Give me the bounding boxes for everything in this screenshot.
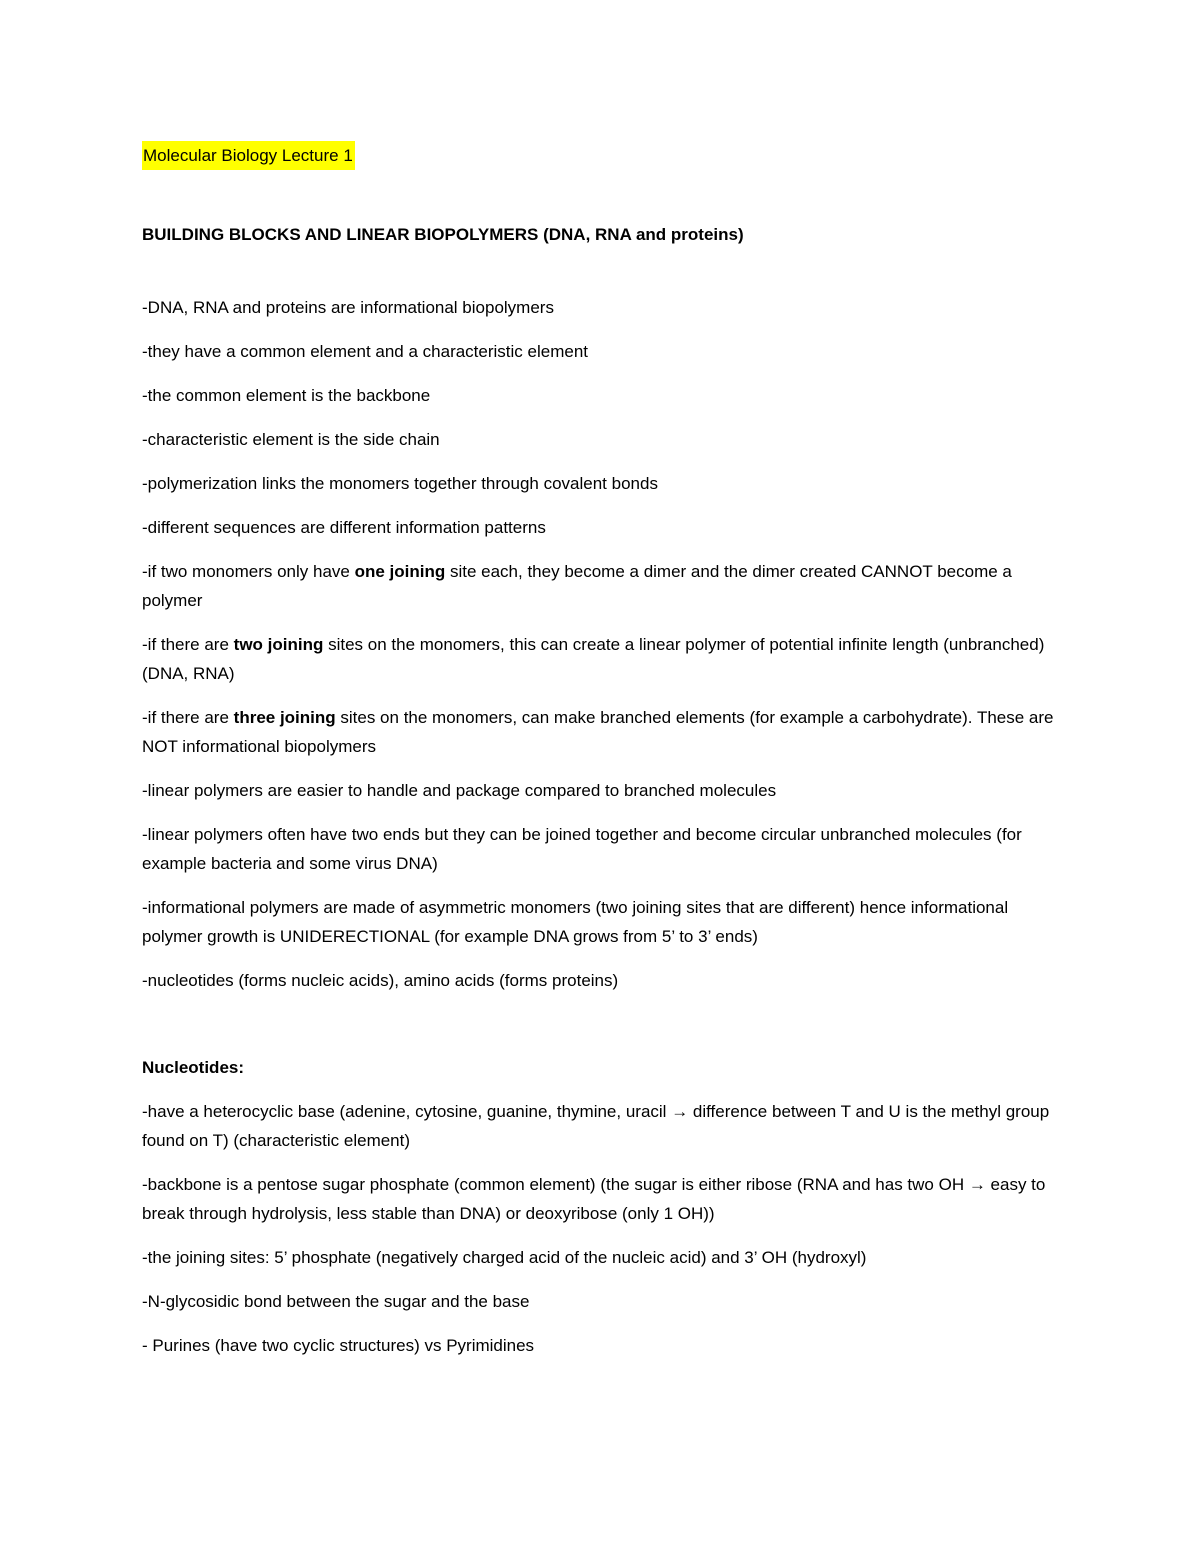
point-item [142, 703, 1072, 761]
point-item: -DNA, RNA and proteins are informational biopolymers [142, 298, 554, 317]
right-arrow-icon: → [671, 1102, 689, 1121]
points-list [142, 293, 1072, 995]
point-item: -the common element is the backbone [142, 386, 431, 405]
point-item: -different sequences are different information patterns [142, 518, 546, 537]
point-item: -nucleotides (forms nucleic acids), amino acids (forms proteins) [142, 971, 619, 990]
nucleotide-item [142, 1097, 1072, 1155]
point-text: difference between T and U is the methyl group found on T) (characteristic element) [142, 1102, 1050, 1150]
nucleotide-item: -N-glycosidic bond between the sugar and the base [142, 1292, 530, 1311]
point-emphasis: two joining [233, 635, 324, 654]
point-item: -they have a common element and a characteristic element [142, 342, 589, 361]
point-item: -informational polymers are made of asymmetric monomers (two joining sites that are different) hence informational polymer growth is UNIDERECTIONAL (for example DNA grows from 5’ to 3’ ends) [142, 898, 1009, 946]
point-text: easy to break through hydrolysis, less stable than DNA) or deoxyribose (only 1 OH)) [142, 1175, 1046, 1223]
point-text: sites on the monomers, can make branched elements (for example a carbohydrate). These are NOT informational biopolymers [142, 708, 1054, 756]
point-text: -if there are [142, 708, 234, 727]
point-item [142, 557, 1072, 615]
point-item: -linear polymers are easier to handle and package compared to branched molecules [142, 781, 777, 800]
nucleotides-list [142, 1097, 1072, 1360]
nucleotide-item: - Purines (have two cyclic structures) vs Pyrimidines [142, 1336, 535, 1355]
point-text: -have a heterocyclic base (adenine, cytosine, guanine, thymine, uracil [142, 1102, 672, 1121]
point-emphasis: three joining [233, 708, 336, 727]
point-item: -characteristic element is the side chain [142, 430, 440, 449]
right-arrow-icon: → [968, 1175, 986, 1194]
point-item: -polymerization links the monomers together through covalent bonds [142, 474, 658, 493]
nucleotide-item [142, 1170, 1072, 1228]
point-text: sites on the monomers, this can create a linear polymer of potential infinite length (unbranched) (DNA, RNA) [142, 635, 1045, 683]
point-emphasis: one joining [354, 562, 446, 581]
nucleotides-heading: Nucleotides: [142, 1058, 245, 1077]
nucleotide-item: -the joining sites: 5’ phosphate (negatively charged acid of the nucleic acid) and 3’ OH (hydroxyl) [142, 1248, 867, 1267]
point-text: -if two monomers only have [142, 562, 355, 581]
section-heading: BUILDING BLOCKS AND LINEAR BIOPOLYMERS (DNA, RNA and proteins) [142, 225, 744, 244]
point-text: site each, they become a dimer and the dimer created CANNOT become a polymer [142, 562, 1012, 610]
lecture-title: Molecular Biology Lecture 1 [142, 141, 355, 170]
document-content [142, 141, 1072, 1375]
point-item: -linear polymers often have two ends but they can be joined together and become circular unbranched molecules (for example bacteria and some virus DNA) [142, 825, 1022, 873]
point-text: -if there are [142, 635, 234, 654]
point-text: -backbone is a pentose sugar phosphate (common element) (the sugar is either ribose (RNA and has two OH [142, 1175, 969, 1194]
point-item [142, 630, 1072, 688]
